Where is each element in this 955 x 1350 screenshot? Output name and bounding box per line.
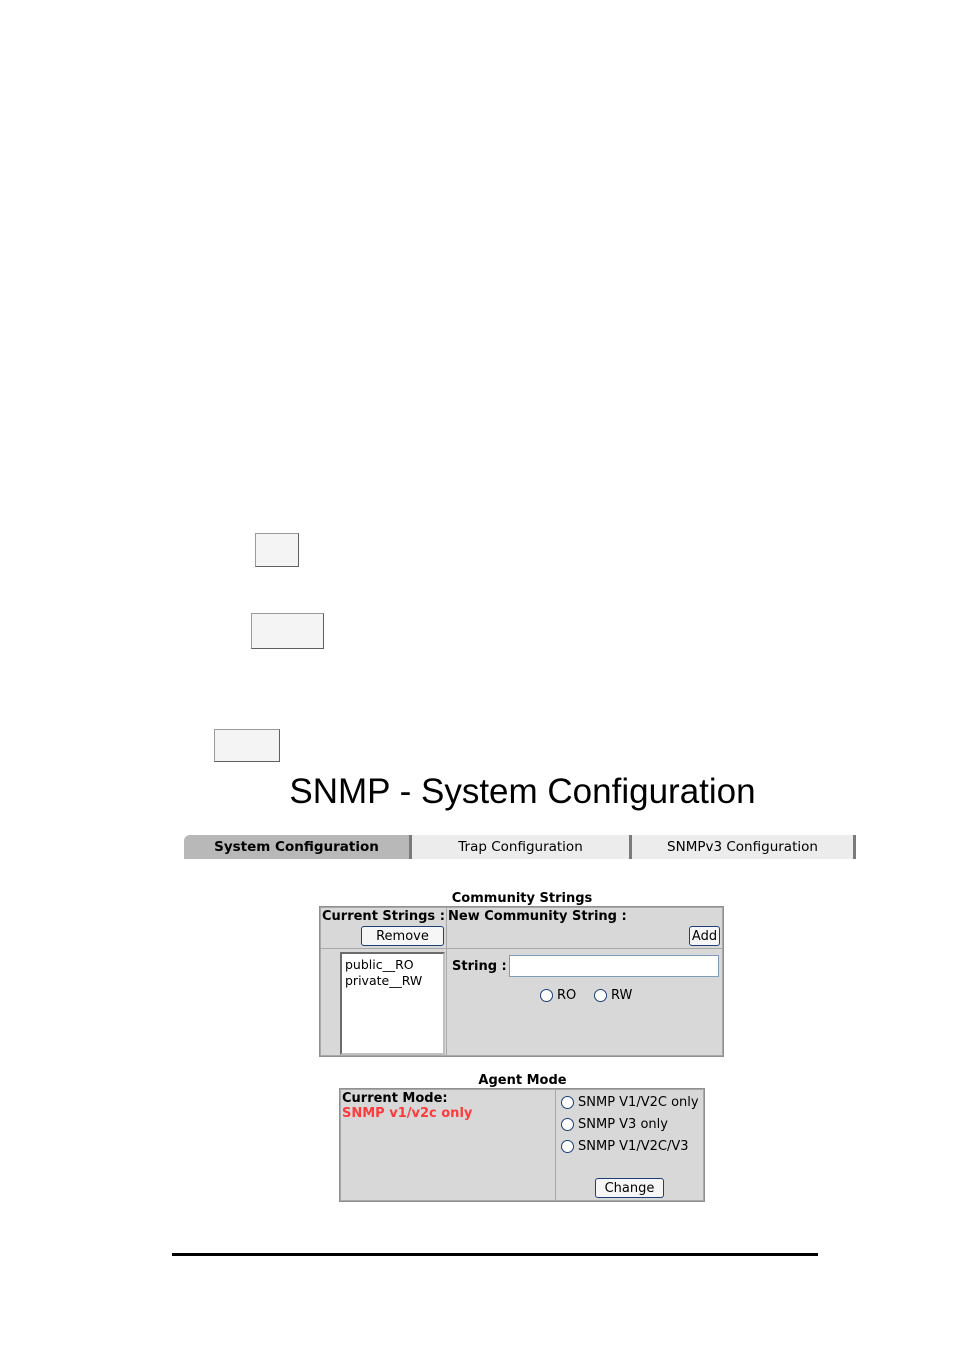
- add-button[interactable]: Add: [689, 926, 720, 946]
- blank-button-2[interactable]: [251, 613, 324, 649]
- tab-system-configuration[interactable]: System Configuration: [184, 835, 412, 859]
- blank-button-3[interactable]: [214, 729, 280, 762]
- rw-radio[interactable]: [594, 989, 607, 1002]
- remove-button[interactable]: Remove: [361, 926, 444, 946]
- agent-mode-panel: [339, 1088, 705, 1202]
- mode-v1v2c-label: SNMP V1/V2C only: [578, 1095, 699, 1110]
- page-title: SNMP - System Configuration: [289, 772, 756, 811]
- list-item[interactable]: public__RO: [345, 957, 414, 972]
- mode-v1v2cv3-label: SNMP V1/V2C/V3: [578, 1139, 689, 1154]
- change-button[interactable]: Change: [595, 1178, 664, 1198]
- string-label: String :: [452, 959, 507, 974]
- tab-snmpv3-configuration[interactable]: SNMPv3 Configuration: [632, 835, 856, 859]
- current-mode-value: SNMP v1/v2c only: [342, 1106, 473, 1121]
- ro-radio[interactable]: [540, 989, 553, 1002]
- new-community-string-label: New Community String :: [448, 909, 627, 924]
- rw-radio-label: RW: [611, 988, 633, 1003]
- blank-button-1[interactable]: [255, 533, 299, 567]
- footer-rule: [172, 1253, 818, 1256]
- mode-v1v2cv3-radio[interactable]: [561, 1140, 574, 1153]
- community-strings-caption: Community Strings: [451, 891, 593, 906]
- string-input[interactable]: [509, 955, 719, 977]
- current-mode-label: Current Mode:: [342, 1091, 448, 1106]
- list-item[interactable]: private__RW: [345, 973, 423, 988]
- mode-v3-radio[interactable]: [561, 1118, 574, 1131]
- tab-trap-configuration[interactable]: Trap Configuration: [412, 835, 632, 859]
- agent-mode-caption: Agent Mode: [478, 1073, 567, 1088]
- mode-v1v2c-radio[interactable]: [561, 1096, 574, 1109]
- current-strings-listbox[interactable]: [340, 952, 445, 1055]
- mode-v3-label: SNMP V3 only: [578, 1117, 668, 1132]
- ro-radio-label: RO: [557, 988, 577, 1003]
- tab-bar: [184, 835, 856, 860]
- current-strings-label: Current Strings :: [322, 909, 445, 924]
- community-strings-panel: [319, 906, 724, 1057]
